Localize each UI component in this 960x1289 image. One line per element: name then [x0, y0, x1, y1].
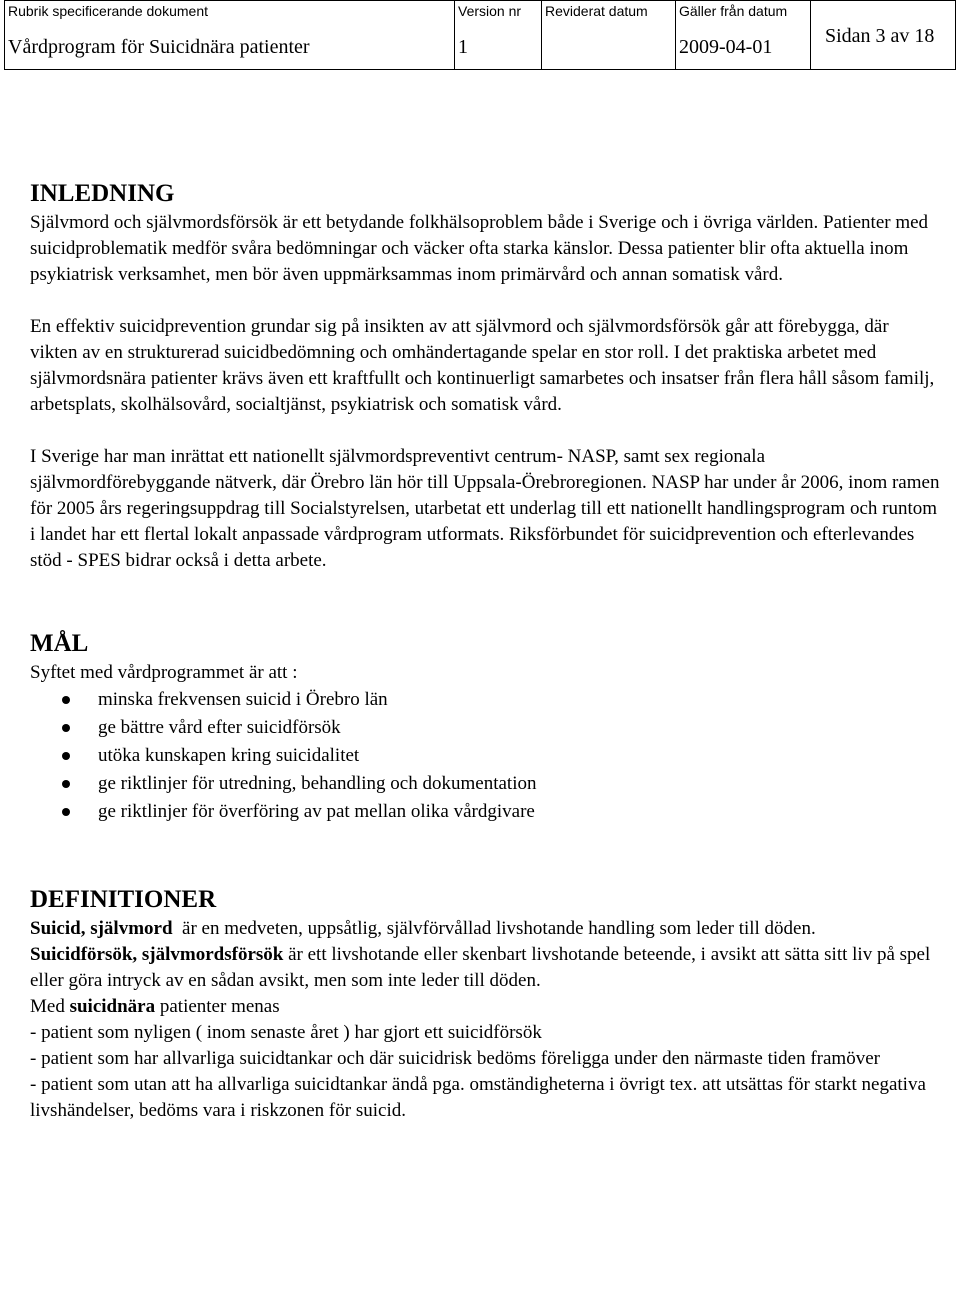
goal-text: ge bättre vård efter suicidförsök: [98, 717, 341, 738]
goal-item: [30, 770, 940, 798]
document-body: [30, 178, 940, 1124]
version-label: Version nr: [458, 3, 522, 19]
definition-term: Suicid, självmord: [30, 918, 173, 939]
goal-item: [30, 742, 940, 770]
criterion-item: - patient som utan att ha allvarliga suicidtankar ändå pga. omständigheterna i övrigt tex. att utsättas för starkt negativa livshändelser, bedöms vara i riskzonen för suicid.: [30, 1074, 926, 1121]
goals-heading: MÅL: [30, 630, 89, 657]
criterion-item: - patient som har allvarliga suicidtankar och där suicidrisk bedöms föreligga under den närmaste tiden framöver: [30, 1048, 880, 1069]
goal-item: [30, 686, 940, 714]
definition-suicide: [30, 916, 940, 942]
definition-attempt: [30, 942, 940, 994]
goal-text: utöka kunskapen kring suicidalitet: [98, 745, 360, 766]
header-revised-cell: [542, 1, 676, 69]
revised-label: Reviderat datum: [545, 3, 648, 19]
document-header: [4, 0, 956, 70]
definition-text: är en medveten, uppsåtlig, självförvållad livshotande handling som leder till döden.: [172, 918, 816, 939]
definition-suicide-near: [30, 994, 940, 1020]
bullet-icon: [62, 724, 70, 732]
goal-text: ge riktlinjer för utredning, behandling och dokumentation: [98, 773, 537, 794]
header-page-cell: [811, 1, 955, 69]
header-valid-from-cell: [676, 1, 811, 69]
page-number: Sidan 3 av 18: [825, 25, 935, 47]
bullet-icon: [62, 808, 70, 816]
goal-item: [30, 798, 940, 826]
document-title: Vårdprogram för Suicidnära patienter: [8, 36, 310, 58]
definition-text: Med: [30, 996, 70, 1017]
goals-list: [30, 686, 940, 826]
header-title-cell: [5, 1, 455, 69]
definitions-heading: DEFINITIONER: [30, 886, 217, 913]
document-type-label: Rubrik specificerande dokument: [8, 3, 208, 19]
valid-from-label: Gäller från datum: [679, 3, 788, 19]
goal-text: minska frekvensen suicid i Örebro län: [98, 689, 388, 710]
definition-term: Suicidförsök, självmordsförsök: [30, 944, 284, 965]
valid-from-value: 2009-04-01: [679, 36, 773, 58]
intro-heading: INLEDNING: [30, 180, 175, 207]
intro-paragraph-2: En effektiv suicidprevention grundar sig på insikten av att självmord och självmordsförsök går att förebygga, där vikten av en strukturerad suicidbedömning och omhändertagande spelar en stor roll. I det praktiska arbetet med självmordsnära patienter krävs även ett kraftfullt och kontinuerligt samarbetes och insatser från flera håll såsom familj, arbetsplats, skolhälsovård, socialtjänst, psykiatrisk och somatisk vård.: [30, 316, 935, 415]
goal-text: ge riktlinjer för överföring av pat mellan olika vårdgivare: [98, 801, 535, 822]
bullet-icon: [62, 780, 70, 788]
header-version-cell: [455, 1, 542, 69]
bullet-icon: [62, 696, 70, 704]
intro-paragraph-3: I Sverige har man inrättat ett nationellt självmordspreventivt centrum- NASP, samt sex regionala självmordförebyggande nätverk, där Örebro län hör till Uppsala-Örebroregionen. NASP har under år 2006, inom ramen för 2005 års regeringsuppdrag till Socialstyrelsen, utarbetat ett underlag till ett nationellt handlingsprogram och runtom i landet har ett flertal lokalt anpassade vårdprogram utformats. Riksförbundet för suicidprevention och efterlevandes stöd - SPES bidrar också i detta arbete.: [30, 446, 940, 571]
criterion-item: - patient som nyligen ( inom senaste året ) har gjort ett suicidförsök: [30, 1022, 542, 1043]
goal-item: [30, 714, 940, 742]
goals-intro: Syftet med vårdprogrammet är att :: [30, 662, 298, 683]
bullet-icon: [62, 752, 70, 760]
version-value: 1: [458, 36, 468, 58]
intro-paragraph-1: Självmord och självmordsförsök är ett betydande folkhälsoproblem både i Sverige och i övriga världen. Patienter med suicidproblematik medför svåra bedömningar och väcker ofta starka känslor. Dessa patienter blir ofta aktuella inom psykiatrisk verksamhet, men bör även uppmärksammas inom primärvård och annan somatisk vård.: [30, 212, 929, 285]
definition-term: suicidnära: [69, 996, 156, 1017]
definition-text: är ett livshotande eller skenbart livshotande beteende, i avsikt att sätta sitt liv på spel eller göra intryck av en sådan avsikt, men som inte leder till döden.: [30, 944, 931, 991]
definition-text: patienter menas: [155, 996, 280, 1017]
